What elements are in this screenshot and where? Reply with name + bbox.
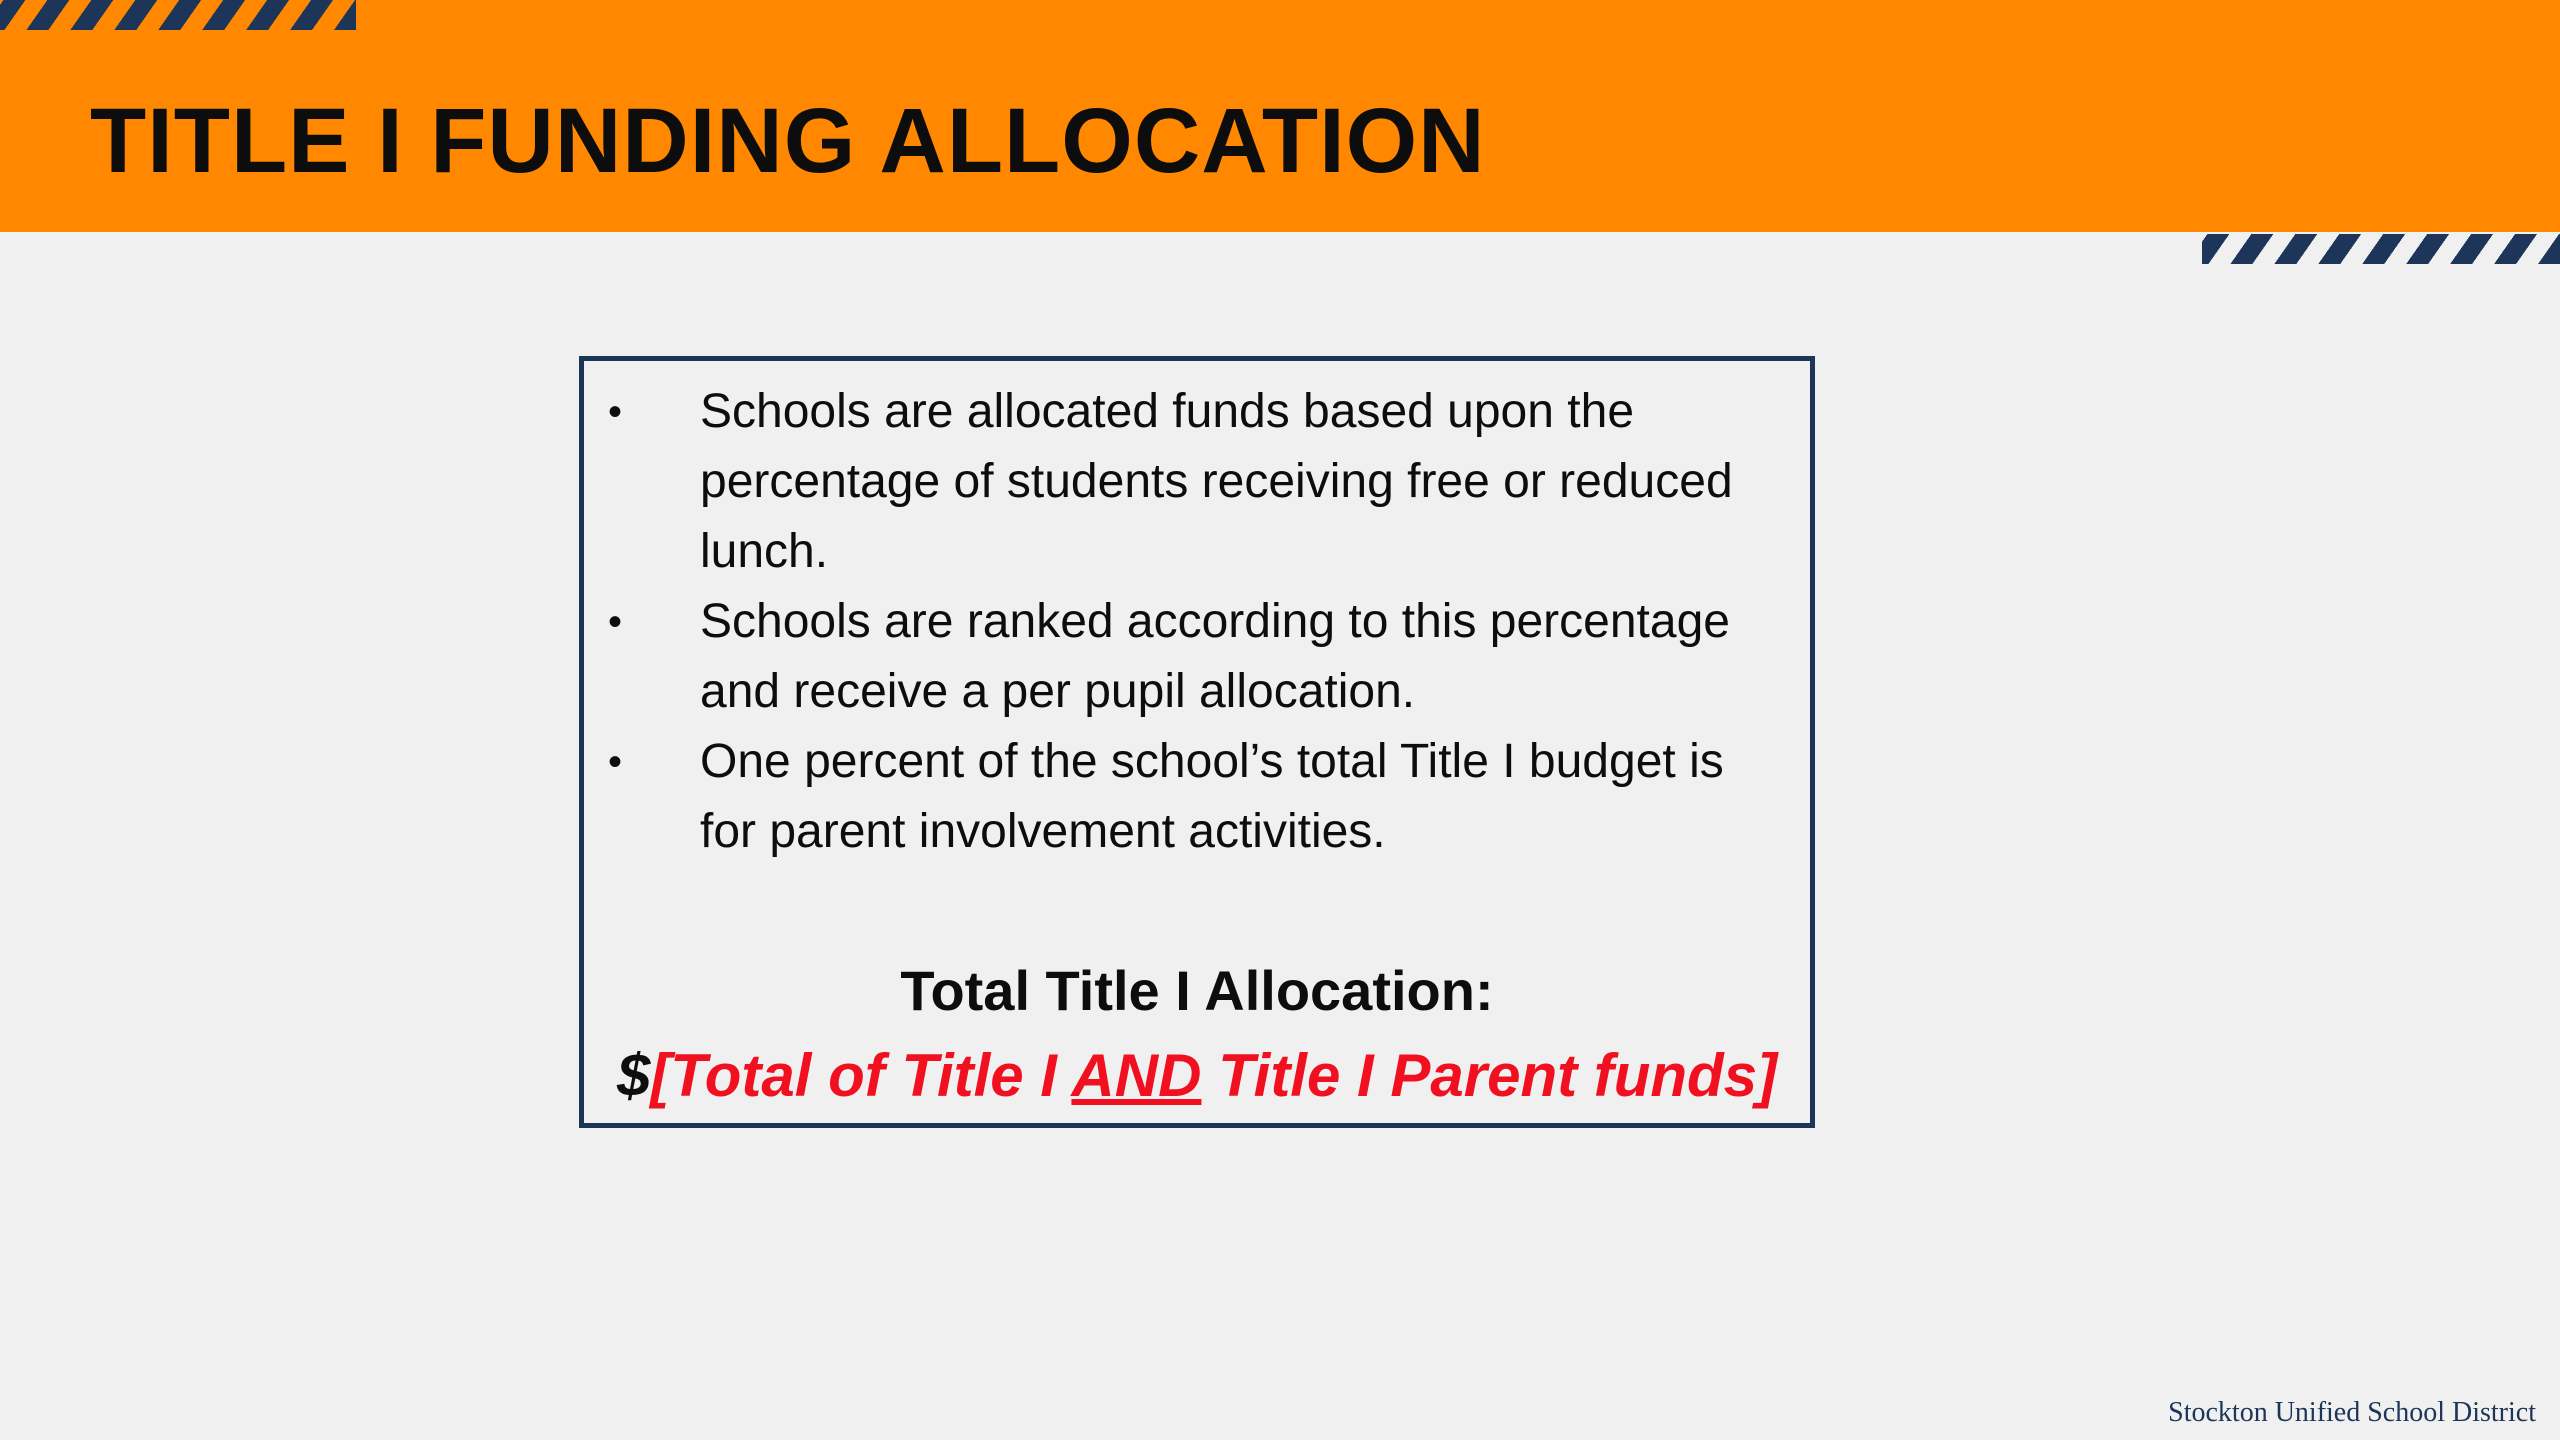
placeholder-emphasis: AND xyxy=(1071,1042,1202,1109)
content-box xyxy=(579,356,1815,1128)
slide-title: TITLE I FUNDING ALLOCATION xyxy=(90,90,1486,192)
decorative-stripes-top-left xyxy=(0,0,356,30)
bullet-text: Schools are ranked according to this percentage and receive a per pupil allocation. xyxy=(700,595,1730,718)
bullet-marker: • xyxy=(608,390,623,434)
decorative-stripes-right xyxy=(2202,234,2560,264)
bullet-item xyxy=(584,377,1810,587)
bullet-list xyxy=(584,377,1810,867)
total-allocation-label: Total Title I Allocation: xyxy=(900,959,1494,1022)
bullet-marker: • xyxy=(608,740,623,784)
district-footer: Stockton Unified School District xyxy=(2168,1397,2536,1428)
total-allocation-value xyxy=(584,1035,1810,1117)
bullet-text: Schools are allocated funds based upon the percentage of students receiving free or reduced lunch. xyxy=(700,385,1733,578)
placeholder-prefix: [Total of Title I xyxy=(650,1042,1072,1109)
currency-symbol: $ xyxy=(616,1042,651,1109)
bullet-text: One percent of the school’s total Title I budget is for parent involvement activities. xyxy=(700,735,1724,858)
placeholder-suffix: Title I Parent funds] xyxy=(1201,1042,1778,1109)
bullet-marker: • xyxy=(608,600,623,644)
bullet-item xyxy=(584,727,1810,867)
bullet-item xyxy=(584,587,1810,727)
